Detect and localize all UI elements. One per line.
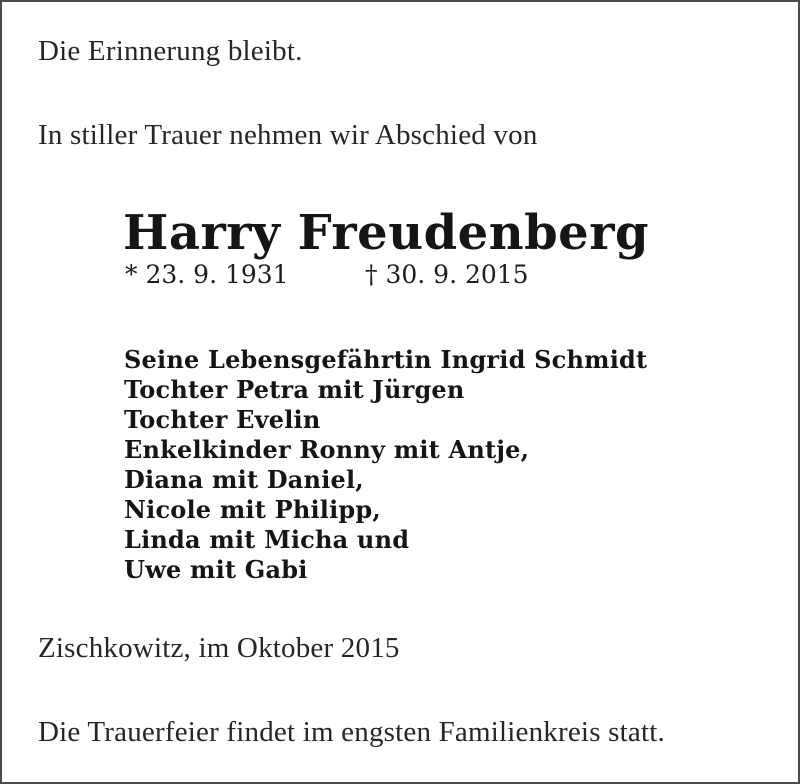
closing-line: Die Trauerfeier findet im engsten Familienkreis statt.	[38, 716, 665, 748]
death-date	[365, 260, 529, 290]
mourner-line: Diana mit Daniel,	[124, 465, 364, 494]
life-dates	[125, 260, 529, 290]
deceased-name: Harry Freudenberg	[123, 205, 650, 261]
place-date-line: Zischkowitz, im Oktober 2015	[38, 632, 400, 664]
mourner-line: Tochter Petra mit Jürgen	[124, 375, 465, 404]
death-date-value: 30. 9. 2015	[385, 260, 529, 289]
birth-date	[125, 260, 365, 290]
mourners-list	[124, 345, 647, 585]
opening-line: Die Erinnerung bleibt.	[38, 35, 303, 67]
birth-date-value: 23. 9. 1931	[145, 260, 289, 289]
death-cross-symbol: †	[365, 260, 378, 289]
mourner-line: Uwe mit Gabi	[124, 555, 308, 584]
mourner-line: Seine Lebensgefährtin Ingrid Schmidt	[124, 345, 648, 374]
intro-line: In stiller Trauer nehmen wir Abschied von	[38, 119, 538, 151]
birth-star-symbol: *	[125, 260, 138, 289]
mourner-line: Tochter Evelin	[124, 405, 321, 434]
mourner-line: Enkelkinder Ronny mit Antje,	[124, 435, 530, 464]
mourner-line: Nicole mit Philipp,	[124, 495, 381, 524]
mourner-line: Linda mit Micha und	[124, 525, 410, 554]
